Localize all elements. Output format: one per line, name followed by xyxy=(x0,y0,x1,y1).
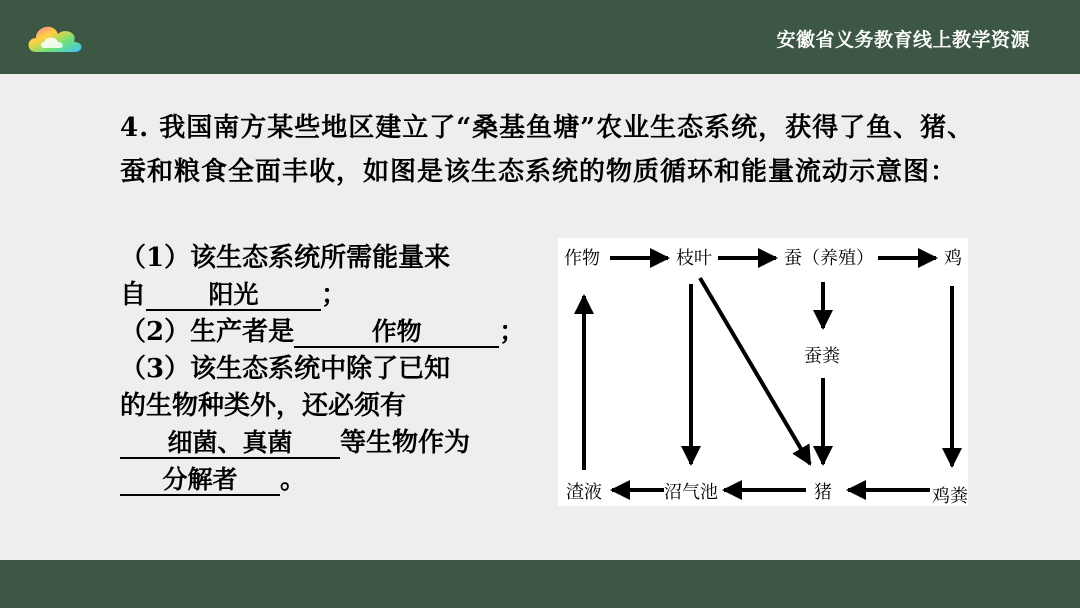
node-residue: 渣液 xyxy=(566,482,602,503)
q3-line4 xyxy=(120,462,560,499)
q2-prefix: （2）生产者是 xyxy=(120,317,295,347)
q3-answer2-blank: 分解者 xyxy=(120,466,280,496)
question-text: 4. 我国南方某些地区建立了“桑基鱼塘”农业生态系统，获得了鱼、猪、蚕和粮食全面丰收，如图是该生态系统的物质循环和能量流动示意图： xyxy=(120,113,975,187)
node-chicken: 鸡 xyxy=(944,248,962,269)
q3-line2: 的生物种类外，还必须有 xyxy=(120,391,407,421)
node-silkworm-dung: 蚕粪 xyxy=(804,346,840,367)
answers-block xyxy=(120,240,560,499)
q1-line2 xyxy=(120,277,560,314)
q3-line3 xyxy=(120,425,560,462)
cloud-logo-icon xyxy=(24,18,86,58)
node-chicken-dung: 鸡粪 xyxy=(932,486,968,507)
diagram-arrows xyxy=(558,238,968,506)
arrow-leaves-to-pig xyxy=(700,278,810,464)
q2-answer-blank: 作物 xyxy=(294,318,499,348)
q1-prefix: 自 xyxy=(120,280,147,310)
node-leaves: 枝叶 xyxy=(676,248,712,269)
ecosystem-diagram xyxy=(558,238,968,506)
q3-answer1-blank: 细菌、真菌 xyxy=(120,429,340,459)
q3-suffix: 。 xyxy=(280,465,307,495)
q1-suffix: ； xyxy=(321,280,348,310)
q3-mid: 等生物作为 xyxy=(340,428,471,458)
q2-suffix: ； xyxy=(499,317,526,347)
header-title: 安徽省义务教育线上教学资源 xyxy=(776,29,1030,51)
header-bar xyxy=(0,0,1080,74)
node-crops: 作物 xyxy=(564,248,600,269)
q1-line1: （1）该生态系统所需能量来 xyxy=(120,243,451,273)
q3-line1: （3）该生态系统中除了已知 xyxy=(120,354,451,384)
node-silkworm: 蚕（养殖） xyxy=(784,248,874,269)
node-pig: 猪 xyxy=(814,482,832,503)
q2-line xyxy=(120,314,560,351)
q1-answer-blank: 阳光 xyxy=(146,281,321,311)
node-biogas: 沼气池 xyxy=(664,482,718,503)
footer-bar xyxy=(0,560,1080,608)
